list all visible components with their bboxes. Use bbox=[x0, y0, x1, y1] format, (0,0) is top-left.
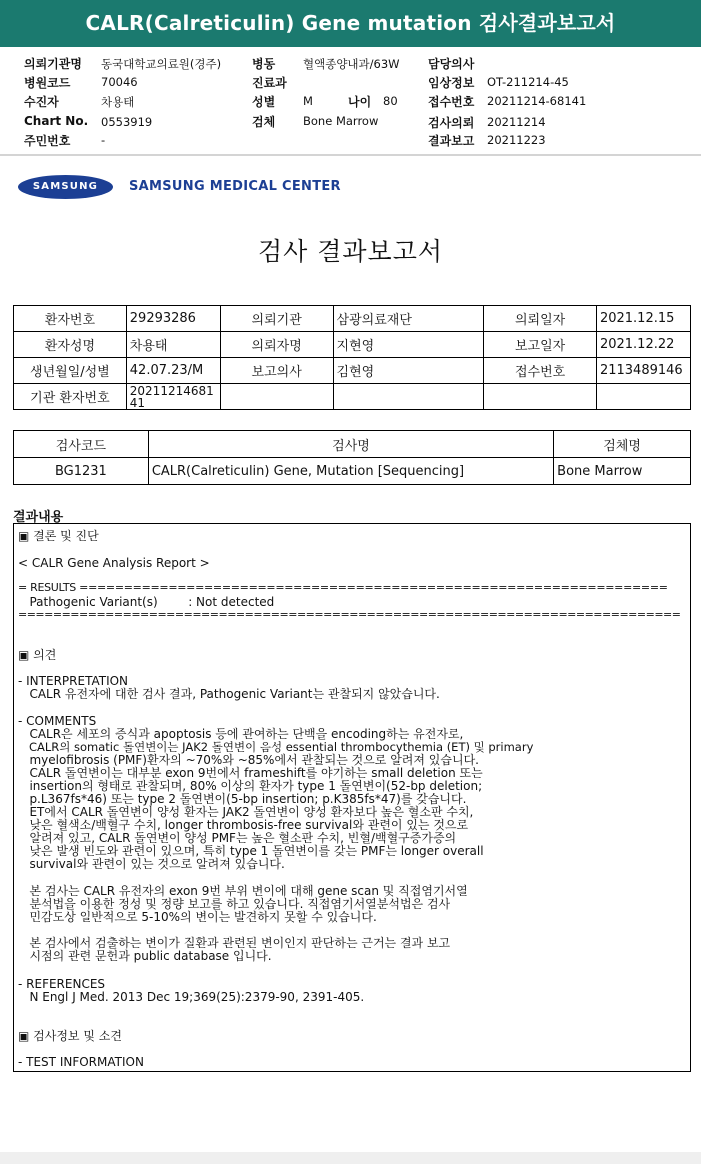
result-line: - COMMENTS bbox=[18, 714, 97, 728]
result-line: 시점의 관련 문헌과 public database 입니다. bbox=[18, 949, 272, 963]
result-line: 알려져 있고, CALR 돌연변이 양성 PMF는 높은 혈소판 수치, 빈혈/백혈구증가증의 bbox=[18, 831, 457, 845]
table-cell: Bone Marrow bbox=[554, 458, 691, 485]
result-line: p.L367fs*46) 또는 type 2 돌연변이(5-bp insertion; p.K385fs*47)를 갖습니다. bbox=[18, 792, 467, 806]
test-info-table bbox=[13, 430, 691, 485]
result-line: = RESULTS ================================================================== bbox=[18, 581, 668, 594]
meta-value: OT-211214-45 bbox=[487, 75, 569, 89]
result-line: ET에서 CALR 돌연변이 양성 환자는 JAK2 돌연변이 양성 환자보다 높은 혈소판 수치, bbox=[18, 805, 474, 819]
hospital-logo bbox=[18, 175, 418, 205]
table-cell: 의뢰기관 bbox=[220, 306, 333, 332]
meta-label: 검사의뢰 bbox=[428, 116, 475, 130]
table-cell: CALR(Calreticulin) Gene, Mutation [Sequencing] bbox=[148, 458, 553, 485]
result-line: insertion의 형태로 관찰되며, 80% 이상의 환자가 type 1 돌연변이(52-bp deletion; bbox=[18, 779, 483, 793]
table-cell bbox=[484, 384, 597, 410]
result-line: CALR 유전자에 대한 검사 결과, Pathogenic Variant는 관찰되지 않았습니다. bbox=[18, 687, 440, 701]
table-cell: 보고일자 bbox=[484, 332, 597, 358]
table-row bbox=[14, 458, 691, 485]
request-info-block bbox=[0, 53, 701, 153]
result-line: N Engl J Med. 2013 Dec 19;369(25):2379-90, 2391-405. bbox=[18, 990, 365, 1004]
column-header: 검체명 bbox=[554, 431, 691, 458]
meta-label: 병동 bbox=[252, 57, 276, 71]
result-line: < CALR Gene Analysis Report > bbox=[18, 556, 210, 570]
meta-value: Bone Marrow bbox=[303, 114, 379, 128]
table-cell: 2021.12.15 bbox=[596, 306, 690, 332]
table-cell: 접수번호 bbox=[484, 358, 597, 384]
meta-label: 접수번호 bbox=[428, 95, 475, 109]
table-cell: 삼광의료재단 bbox=[333, 306, 484, 332]
table-cell: 기관 환자번호 bbox=[14, 384, 127, 410]
result-line: CALR 돌연변이는 대부분 exon 9번에서 frameshift를 야기하는 small deletion 또는 bbox=[18, 766, 483, 780]
meta-value: 0553919 bbox=[101, 115, 153, 129]
table-row bbox=[14, 358, 691, 384]
meta-value: 차용태 bbox=[101, 95, 135, 109]
table-cell bbox=[220, 384, 333, 410]
table-cell: 2021.12.22 bbox=[596, 332, 690, 358]
page-bottom-bar bbox=[0, 1152, 701, 1164]
column-header: 검사코드 bbox=[14, 431, 149, 458]
result-line: - TEST INFORMATION bbox=[18, 1055, 144, 1069]
result-line: CALR은 세포의 증식과 apoptosis 등에 관여하는 단백을 encoding하는 유전자로, bbox=[18, 727, 464, 741]
meta-label: 성별 bbox=[252, 95, 276, 109]
table-cell: 2113489146 bbox=[596, 358, 690, 384]
meta-label: 임상정보 bbox=[428, 76, 475, 90]
meta-value: 20211223 bbox=[487, 133, 546, 147]
result-line: survival와 관련이 있는 것으로 알려져 있습니다. bbox=[18, 857, 285, 871]
result-line: ▣ 결론 및 진단 bbox=[18, 529, 99, 543]
table-cell: 김현영 bbox=[333, 358, 484, 384]
meta-value: M bbox=[303, 94, 313, 108]
table-cell: 의뢰자명 bbox=[220, 332, 333, 358]
result-line: 낮은 혈색소/백혈구 수치, longer thrombosis-free survival와 관련이 있는 것으로 bbox=[18, 818, 469, 832]
meta-label: 의뢰기관명 bbox=[24, 57, 82, 71]
result-line: ▣ 의견 bbox=[18, 648, 57, 662]
meta-value: 70046 bbox=[101, 75, 138, 89]
table-cell: 차용태 bbox=[126, 332, 220, 358]
table-header-row bbox=[14, 431, 691, 458]
table-cell: 의뢰일자 bbox=[484, 306, 597, 332]
column-header: 검사명 bbox=[148, 431, 553, 458]
result-line: CALR의 somatic 돌연변이는 JAK2 돌연변이 음성 essential thrombocythemia (ET) 및 primary bbox=[18, 740, 534, 754]
report-header-title: CALR(Calreticulin) Gene mutation 검사결과보고서 bbox=[0, 0, 701, 47]
meta-value: 20211214 bbox=[487, 115, 546, 129]
result-line: Pathogenic Variant(s) : Not detected bbox=[18, 595, 275, 609]
table-cell: 환자번호 bbox=[14, 306, 127, 332]
table-cell: 20211214681 41 bbox=[126, 384, 220, 410]
table-cell bbox=[333, 384, 484, 410]
result-line: 민감도상 일반적으로 5-10%의 변이는 발견하지 못할 수 있습니다. bbox=[18, 910, 377, 924]
medical-center-name: SAMSUNG MEDICAL CENTER bbox=[129, 179, 341, 194]
table-cell: BG1231 bbox=[14, 458, 149, 485]
age-value: 80 bbox=[383, 94, 398, 108]
meta-label: Chart No. bbox=[24, 114, 89, 128]
meta-label: 주민번호 bbox=[24, 134, 71, 148]
table-row bbox=[14, 306, 691, 332]
result-line: 분석법을 이용한 정성 및 정량 보고를 하고 있습니다. 직접염기서열분석법은 검사 bbox=[18, 897, 451, 911]
patient-info-table bbox=[13, 305, 691, 410]
table-row bbox=[14, 332, 691, 358]
meta-value: - bbox=[101, 133, 106, 147]
meta-label: 병원코드 bbox=[24, 76, 71, 90]
result-line: - INTERPRETATION bbox=[18, 674, 129, 688]
result-section-label: 결과내용 bbox=[13, 510, 64, 525]
report-title: 검사 결과보고서 bbox=[258, 237, 443, 266]
table-cell: 29293286 bbox=[126, 306, 220, 332]
age-label: 나이 bbox=[348, 95, 372, 109]
result-line: - REFERENCES bbox=[18, 977, 106, 991]
result-line: 본 검사에서 검출하는 변이가 질환과 관련된 변이인지 판단하는 근거는 결과 보고 bbox=[18, 936, 451, 950]
meta-value: 20211214-68141 bbox=[487, 94, 587, 108]
meta-label: 담당의사 bbox=[428, 57, 475, 71]
table-cell: 생년월일/성별 bbox=[14, 358, 127, 384]
meta-value: 동국대학교의료원(경주) bbox=[101, 57, 222, 71]
samsung-logo-icon: SAMSUNG bbox=[18, 175, 113, 199]
result-line: 본 검사는 CALR 유전자의 exon 9번 부위 변이에 대해 gene scan 및 직접염기서열 bbox=[18, 884, 468, 898]
result-line: 낮은 발생 빈도와 관련이 있으며, 특히 type 1 돌연변이를 갖는 PMF는 longer overall bbox=[18, 844, 484, 858]
meta-label: 검체 bbox=[252, 115, 276, 129]
result-content-box bbox=[13, 523, 691, 1072]
table-cell: 보고의사 bbox=[220, 358, 333, 384]
table-cell: 지현영 bbox=[333, 332, 484, 358]
result-line: ============================================================================ bbox=[18, 608, 681, 621]
result-line: ▣ 검사정보 및 소견 bbox=[18, 1029, 122, 1043]
divider bbox=[0, 154, 701, 156]
meta-label: 진료과 bbox=[252, 76, 287, 90]
table-cell: 환자성명 bbox=[14, 332, 127, 358]
table-cell bbox=[596, 384, 690, 410]
meta-label: 수진자 bbox=[24, 95, 59, 109]
result-line: myelofibrosis (PMF)환자의 ~70%와 ~85%에서 관찰되는 것으로 알려져 있습니다. bbox=[18, 753, 479, 767]
table-cell: 42.07.23/M bbox=[126, 358, 220, 384]
meta-value: 혈액종양내과/63W bbox=[303, 57, 400, 71]
table-row bbox=[14, 384, 691, 410]
meta-label: 결과보고 bbox=[428, 134, 475, 148]
